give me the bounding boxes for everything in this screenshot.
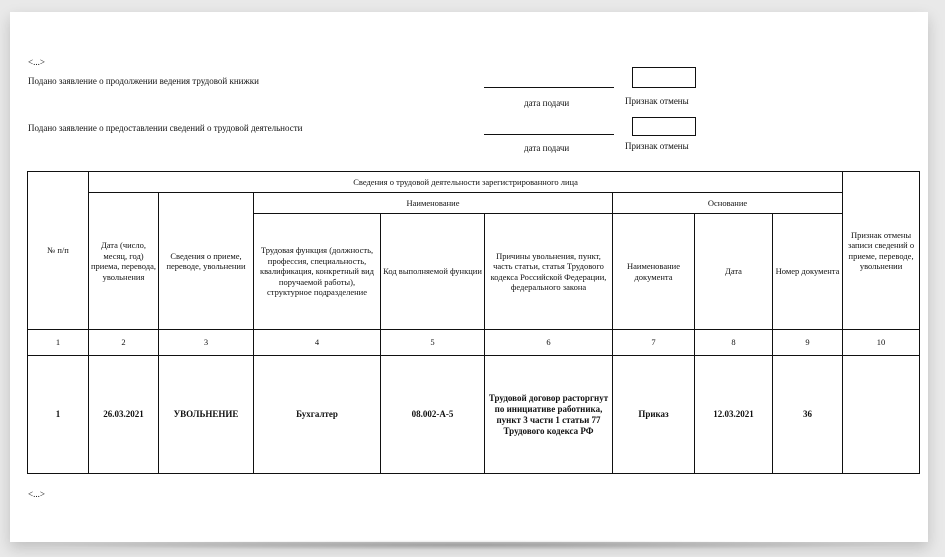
column-number-row: [28, 330, 920, 356]
col-number: 5: [381, 330, 485, 356]
row-docdate: 12.03.2021: [695, 356, 773, 474]
header-top: Сведения о трудовой деятельности зарегистрированного лица: [89, 172, 843, 193]
row-reason: Трудовой договор расторгнут по инициативе работника, пункт 3 части 1 статьи 77 Трудового кодекса РФ: [485, 356, 613, 474]
col-number: 3: [159, 330, 254, 356]
ellipsis-top: <...>: [28, 57, 45, 67]
row-info: УВОЛЬНЕНИЕ: [159, 356, 254, 474]
ellipsis-bottom: <...>: [28, 489, 45, 499]
date-label-2: дата подачи: [524, 143, 570, 153]
header-docdate: Дата: [695, 214, 773, 330]
col-number: 10: [843, 330, 920, 356]
header-docname: Наименование документа: [613, 214, 695, 330]
row-function: Бухгалтер: [254, 356, 381, 474]
col-number: 4: [254, 330, 381, 356]
header-group-basis: Основание: [613, 193, 843, 214]
cancel-label-1: Признак отмены: [625, 96, 689, 106]
header-group-name: Наименование: [254, 193, 613, 214]
col-number: 7: [613, 330, 695, 356]
row-cancel: [843, 356, 920, 474]
cancel-label-2: Признак отмены: [625, 141, 689, 151]
row-no: 1: [28, 356, 89, 474]
date-label-1: дата подачи: [524, 98, 570, 108]
col-number: 1: [28, 330, 89, 356]
row-date: 26.03.2021: [89, 356, 159, 474]
table-row: [28, 356, 920, 474]
header-code: Код выполняемой функции: [381, 214, 485, 330]
row-code: 08.002-А-5: [381, 356, 485, 474]
header-info: Сведения о приеме, переводе, увольнении: [159, 193, 254, 330]
header-no: № п/п: [28, 172, 89, 330]
statement-provide-info: Подано заявление о предоставлении сведений о трудовой деятельности: [28, 123, 303, 133]
header-function: Трудовая функция (должность, профессия, специальность, квалификация, конкретный вид поручаемой работы), структурное подразделение: [254, 214, 381, 330]
col-number: 6: [485, 330, 613, 356]
row-docname: Приказ: [613, 356, 695, 474]
work-activity-table: [27, 171, 920, 474]
date-line-1: [484, 87, 614, 88]
header-cancel: Признак отмены записи сведений о приеме, переводе, увольнении: [843, 172, 920, 330]
header-date: Дата (число, месяц, год) приема, перевода, увольнения: [89, 193, 159, 330]
date-line-2: [484, 134, 614, 135]
cancel-box-2[interactable]: [632, 117, 696, 136]
col-number: 2: [89, 330, 159, 356]
row-docnum: 36: [773, 356, 843, 474]
document-page: [10, 12, 928, 542]
header-reason: Причины увольнения, пункт, часть статьи, статья Трудового кодекса Российской Федерации, федерального закона: [485, 214, 613, 330]
statement-continue-book: Подано заявление о продолжении ведения трудовой книжки: [28, 76, 259, 86]
col-number: 9: [773, 330, 843, 356]
header-docnum: Номер документа: [773, 214, 843, 330]
cancel-box-1[interactable]: [632, 67, 696, 88]
col-number: 8: [695, 330, 773, 356]
